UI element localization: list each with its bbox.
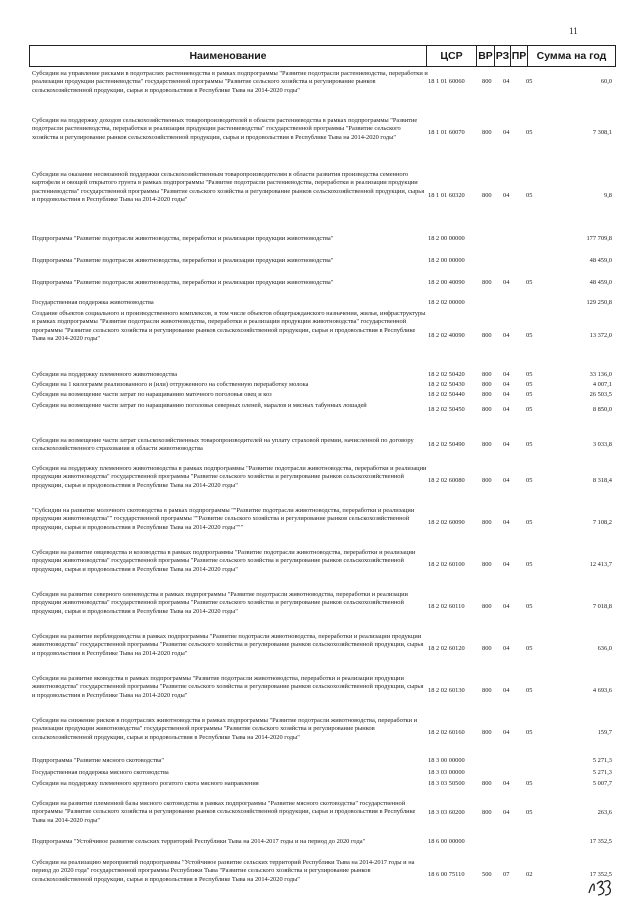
header-vr: ВР [476,46,494,66]
row-sum: 26 503,5 [589,391,612,398]
row-name: Субсидии на управление рисками в подотраслях растениеводства в рамках подпрограммы "Развитие подотрасли растениеводства, переработки и реализации продукции растениеводства" государственной программы "Развитие сельского хозяйства и регулирование рынков сельскохозяйственной продукции, сырья и продовольствия в Республике Тыва на 2014-2020 годы" [32,70,428,94]
row-name: Субсидии на развитие овцеводства и козоводства в рамках подпрограммы "Развитие подотрасли животноводства, переработки и реализации продукции животноводства" государственной программы "Развитие сельского хозяйства и регулирование рынков сельскохозяйственной продукции, сырья и продовольствия в Республике Тыва на 2014-2020 годы" [32,549,416,573]
row-vr: 800 [482,809,492,816]
row-name: Субсидии на возмещение части затрат сельскохозяйственных товаропроизводителей на уплату страховой премии, начисленной по договору сельскохозяйственного страхования в области животноводства [32,437,414,453]
row-rz: 04 [503,729,510,736]
row-sum: 8 850,0 [592,406,612,413]
row-sum: 5 271,3 [592,757,612,764]
row-csr: 18 6 00 75110 [428,871,465,878]
row-rz: 04 [503,78,510,85]
row-name: Государственная поддержка животноводства [32,299,154,306]
row-pr: 05 [526,519,533,526]
row-csr: 18 1 01 60320 [428,192,465,199]
row-rz: 04 [503,192,510,199]
row-vr: 800 [482,78,492,85]
row-pr: 05 [526,809,533,816]
row-rz: 04 [503,332,510,339]
row-name: Государственная поддержка мясного скотоводства [32,769,169,776]
row-name: Субсидии на поддержку племенного крупного рогатого скота мясного направления [32,780,259,787]
row-vr: 800 [482,371,492,378]
row-pr: 02 [526,871,533,878]
row-rz: 07 [503,871,510,878]
row-vr: 800 [482,645,492,652]
row-sum: 7 108,2 [592,519,612,526]
row-rz: 04 [503,406,510,413]
header-sum: Сумма на год [527,46,615,66]
row-sum: 13 372,0 [589,332,612,339]
row-rz: 04 [503,279,510,286]
row-name: Субсидии на поддержку племенного животноводства [32,371,178,378]
row-sum: 3 033,8 [592,441,612,448]
row-vr: 800 [482,279,492,286]
row-pr: 05 [526,129,533,136]
row-name: Подпрограмма "Развитие подотрасли животноводства, переработки и реализации продукции животноводства" [32,235,334,242]
row-sum: 48 459,0 [589,257,612,264]
row-sum: 33 136,0 [589,371,612,378]
header-pr: ПР [510,46,527,66]
handwritten-page-mark [586,876,614,898]
row-vr: 800 [482,406,492,413]
row-name: Субсидии на развитие племенной базы мясного скотоводства в рамках подпрограммы "Развитие мясного скотоводства" государственной программы "Развитие сельского хозяйства и регулирование рынков сельскохозяйственной продукции, сырья и продовольствия в Республике Тыва на 2014-2020 годы" [32,800,416,824]
row-name: Подпрограмма "Развитие подотрасли животноводства, переработки и реализации продукции животноводства" [32,257,334,264]
row-csr: 18 2 02 50490 [428,441,465,448]
row-csr: 18 3 03 50500 [428,780,465,787]
row-rz: 04 [503,687,510,694]
row-csr: 18 2 02 60130 [428,687,465,694]
row-name: Субсидии на возмещение части затрат по наращиванию поголовья северных оленей, маралов и мясных табунных лошадей [32,402,367,409]
row-csr: 18 2 02 60160 [428,729,465,736]
row-name: Субсидии на поддержку племенного животноводства в рамках подпрограммы "Развитие подотрасли животноводства, переработки и реализации продукции животноводства" государственной программы "Развитие сельского хозяйства и регулирование рынков сельскохозяйственной продукции, сырья и продовольствия в Республике Тыва на 2014-2020 годы" [32,465,427,489]
row-sum: 17 352,5 [589,838,612,845]
row-name: Подпрограмма "Развитие подотрасли животноводства, переработки и реализации продукции животноводства" [32,279,334,286]
row-vr: 800 [482,391,492,398]
row-pr: 05 [526,477,533,484]
row-csr: 18 2 02 60100 [428,561,465,568]
row-pr: 05 [526,780,533,787]
row-pr: 05 [526,729,533,736]
row-csr: 18 2 00 40090 [428,279,465,286]
row-csr: 18 3 03 60200 [428,809,465,816]
row-pr: 05 [526,645,533,652]
row-pr: 05 [526,78,533,85]
row-sum: 5 271,3 [592,769,612,776]
row-pr: 05 [526,371,533,378]
row-name: Субсидии на развитие яководства в рамках подпрограммы "Развитие подотрасли животноводства, переработки и реализации продукции животноводства" государственной программы "Развитие сельского хозяйства и регулирование рынков сельскохозяйственной продукции, сырья и продовольствия в Республике Тыва на 2014-2020 годы" [32,675,424,699]
row-vr: 800 [482,381,492,388]
row-sum: 7 018,8 [592,603,612,610]
row-pr: 05 [526,332,533,339]
row-rz: 04 [503,129,510,136]
row-rz: 04 [503,391,510,398]
row-csr: 18 2 02 50440 [428,391,465,398]
row-name: Субсидии на поддержку доходов сельскохозяйственных товаропроизводителей в области растениеводства в рамках подпрограммы "Развитие подотрасли растениеводства, переработки и реализации продукции растениеводства" государственной программы "Развитие сельского хозяйства и регулирование рынков сельскохозяйственной продукции, сырья и продовольствия в Республике Тыва на 2014-2020 годы" [32,117,418,141]
budget-table [29,45,616,883]
row-csr: 18 2 02 50450 [428,406,465,413]
row-vr: 800 [482,561,492,568]
table-header [29,45,616,67]
row-sum: 12 413,7 [589,561,612,568]
row-vr: 800 [482,477,492,484]
row-name: Подпрограмма "Развитие мясного скотоводства" [32,757,164,764]
row-vr: 800 [482,687,492,694]
header-name: Наименование [189,50,267,62]
row-vr: 500 [482,871,492,878]
row-name: Субсидии на развитие северного оленеводства в рамках подпрограммы "Развитие подотрасли животноводства, переработки и реализации продукции животноводства" государственной программы "Развитие сельского хозяйства и регулирование рынков сельскохозяйственной продукции, сырья и продовольствия в Республике Тыва на 2014-2020 годы" [32,591,408,615]
row-csr: 18 2 02 50430 [428,381,465,388]
row-sum: 8 318,4 [592,477,612,484]
page-number: 11 [569,26,578,36]
row-pr: 05 [526,192,533,199]
row-rz: 04 [503,809,510,816]
row-rz: 04 [503,561,510,568]
row-csr: 18 3 03 00000 [428,769,465,776]
row-name: Субсидии на 1 килограмм реализованного и (или) отгруженного на собственную переработку молока [32,381,309,388]
row-sum: 17 352,5 [589,871,612,878]
row-csr: 18 2 02 00000 [428,299,465,306]
row-name: Подпрограмма "Устойчивое развитие сельских территорий Республики Тыва на 2014-2017 годы и на период до 2020 года" [32,838,366,845]
row-pr: 05 [526,561,533,568]
row-csr: 18 6 00 00000 [428,838,465,845]
row-rz: 04 [503,371,510,378]
row-sum: 5 007,7 [592,780,612,787]
row-sum: 4 007,1 [592,381,612,388]
row-name: Субсидии на развитие верблюдоводства в рамках подпрограммы "Развитие подотрасли животноводства, переработки и реализации продукции животноводства" государственной программы "Развитие сельского хозяйства и регулирование рынков сельскохозяйственной продукции, сырья и продовольствия в Республике Тыва на 2014-2020 годы" [32,633,424,657]
row-pr: 05 [526,391,533,398]
row-csr: 18 2 02 50420 [428,371,465,378]
row-sum: 159,7 [597,729,612,736]
row-vr: 800 [482,332,492,339]
row-vr: 800 [482,192,492,199]
row-rz: 04 [503,441,510,448]
row-sum: 636,0 [597,645,612,652]
row-vr: 800 [482,729,492,736]
row-csr: 18 2 00 00000 [428,257,465,264]
row-pr: 05 [526,603,533,610]
row-pr: 05 [526,381,533,388]
row-pr: 05 [526,441,533,448]
row-csr: 18 2 02 60120 [428,645,465,652]
header-csr: ЦСР [426,46,476,66]
row-csr: 18 2 02 60090 [428,519,465,526]
row-name: Субсидии на оказание несвязанной поддержки сельскохозяйственным товаропроизводителям в области развития производства семенного картофеля и овощей открытого грунта в рамках подпрограммы "Развитие подотрасли растениеводства, переработки и реализации продукции растениеводства" государственной программы "Развитие сельского хозяйства и регулирование рынков сельскохозяйственной продукции, сырья и продовольствия в Республике Тыва на 2014-2020 годы" [32,171,425,204]
row-csr: 18 2 00 00000 [428,235,465,242]
row-vr: 800 [482,129,492,136]
row-rz: 04 [503,381,510,388]
row-rz: 04 [503,603,510,610]
row-sum: 263,6 [597,809,612,816]
row-csr: 18 3 00 00000 [428,757,465,764]
row-sum: 4 693,6 [592,687,612,694]
row-name: Субсидии на снижение рисков в подотраслях животноводства в рамках подпрограммы "Развитие подотрасли животноводства, переработки и реализации продукции животноводства" государственной программы "Развитие сельского хозяйства и регулирование рынков сельскохозяйственной продукции, сырья и продовольствия в Республике Тыва на 2014-2020 годы" [32,717,418,741]
row-rz: 04 [503,780,510,787]
row-pr: 05 [526,279,533,286]
row-rz: 04 [503,477,510,484]
row-csr: 18 2 02 60080 [428,477,465,484]
row-csr: 18 1 01 60060 [428,78,465,85]
row-vr: 800 [482,441,492,448]
header-rz: РЗ [494,46,510,66]
row-name: Создание объектов социального и производственного комплексов, в том числе объектов общегражданского назначения, жилья, инфраструктуры в рамках подпрограммы "Развитие подотрасли животноводства, переработки и реализации продукции животноводства" государственной программы "Развитие сельского хозяйства и регулирование рынков сельскохозяйственной продукции, сырья и продовольствия в Республике Тыва на 2014-2020 годы" [32,310,426,343]
row-name: "Субсидии на развитие молочного скотоводства в рамках подпрограммы ""Развитие подотрасли животноводства, переработки и реализации продукции животноводства"" государственной программы ""Развитие сельского хозяйства и регулирование рынков сельскохозяйственной продукции, сырья и продовольствия в Республике Тыва на 2014-2020 годы""" [32,507,415,531]
row-name: Субсидии на реализацию мероприятий подпрограммы "Устойчивое развитие сельских территорий Республики Тыва на 2014-2017 годы и на период до 2020 года" государственной программы Республики Тыва "Развитие сельского хозяйства и регулирование рынков сельскохозяйственной продукции, сырья и продовольствия в Республике Тыва на 2014-2020 годы" [32,859,415,883]
row-pr: 05 [526,687,533,694]
row-rz: 04 [503,645,510,652]
row-sum: 48 459,0 [589,279,612,286]
row-vr: 800 [482,603,492,610]
row-csr: 18 2 02 40090 [428,332,465,339]
row-csr: 18 1 01 60070 [428,129,465,136]
row-sum: 9,8 [604,192,612,199]
row-name: Субсидии на возмещение части затрат по наращиванию маточного поголовья овец и коз [32,391,272,398]
row-pr: 05 [526,406,533,413]
row-rz: 04 [503,519,510,526]
row-vr: 800 [482,780,492,787]
row-sum: 177 709,8 [586,235,612,242]
row-sum: 7 308,1 [592,129,612,136]
row-sum: 129 250,8 [586,299,612,306]
row-sum: 60,0 [600,78,612,85]
row-vr: 800 [482,519,492,526]
row-csr: 18 2 02 60110 [428,603,465,610]
